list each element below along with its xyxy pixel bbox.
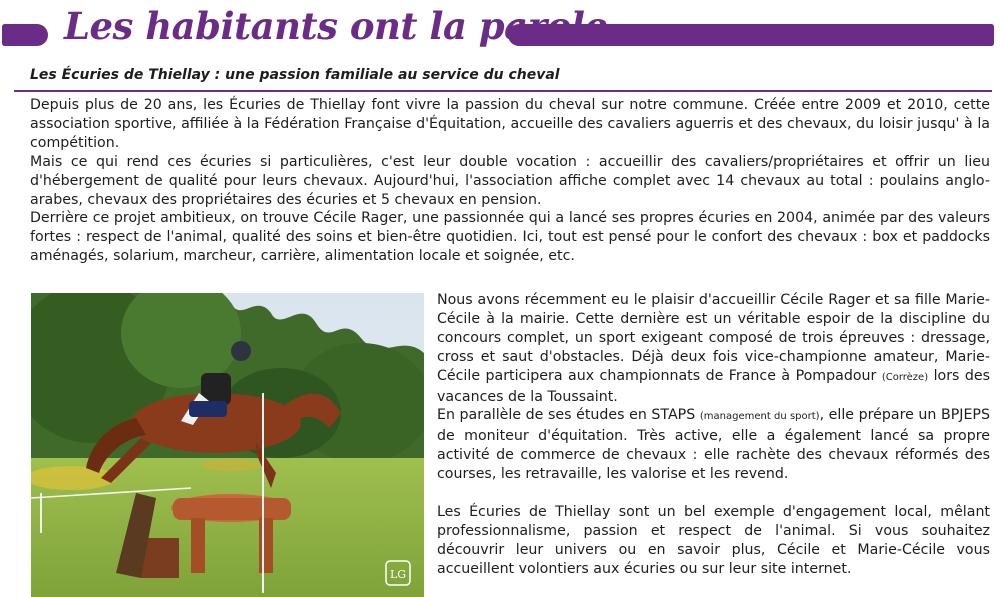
banner-bar-left — [2, 24, 48, 46]
intro-text — [30, 96, 990, 266]
paragraph-history: Depuis plus de 20 ans, les Écuries de Thiellay font vivre la passion du cheval sur notre commune. Créée entre 2009 et 2010, cette association sportive, affiliée à la Fédération Française d'Équitation, accueille des cavaliers aguerris et des chevaux, du loisir jusqu' à la compétition. — [30, 97, 990, 151]
banner — [0, 0, 1000, 62]
paragraph-studies-main: En parallèle de ses études en STAPS — [437, 407, 696, 424]
photo-watermark: LG — [389, 568, 407, 581]
article-subtitle: Les Écuries de Thiellay : une passion familiale au service du cheval — [30, 67, 560, 83]
subtitle-divider — [14, 90, 992, 92]
paragraph-conclusion: Les Écuries de Thiellay sont un bel exemple d'engagement local, mêlant professionnalisme, passion et respect de l'animal. Si vous souhaitez découvrir leur univers ou en savoir plus, Cécile et Marie-Cécile vous accueillent volontiers aux écuries ou sur leur site internet. — [437, 503, 990, 577]
paragraph-visit-note: (Corrèze) — [881, 371, 929, 383]
side-text — [437, 291, 990, 579]
paragraph-founder: Derrière ce projet ambitieux, on trouve Cécile Rager, une passionnée qui a lancé ses propres écuries en 2004, animée par des valeurs fortes : respect de l'animal, qualité des soins et bien-être quotidien. Ici, tout est pensé pour le confort des chevaux : box et paddocks aménagés, solarium, marcheur, carrière, alimentation locale et soignée, etc. — [30, 210, 990, 265]
section-title: Les habitants ont la parole — [64, 4, 608, 48]
paragraph-vocation: Mais ce qui rend ces écuries si particulières, c'est leur double vocation : accueillir des cavaliers/propriétaires et offrir un lieu d'hébergement de qualité pour leurs chevaux. Aujourd'hui, l'association affiche complet avec 14 chevaux au total : poulains anglo-arabes, chevaux des propriétaires des écuries et 5 chevaux en pension. — [30, 153, 990, 208]
paragraph-gap — [437, 484, 990, 503]
paragraph-visit — [437, 291, 990, 406]
paragraph-visit-end: lors des vacances de la Toussaint. — [437, 367, 991, 405]
horse-jumping-photo — [31, 293, 424, 597]
paragraph-studies-end: , elle prépare un BPJEPS de moniteur d'équitation. Très active, elle a également lancé sa propre activité de commerce de chevaux : elle rachète des chevaux réformés des courses, les retravaille, les valorise et les revend. — [437, 407, 990, 483]
paragraph-studies-note: (management du sport) — [699, 411, 820, 423]
paragraph-visit-main: Nous avons récemment eu le plaisir d'accueillir Cécile Rager et sa fille Marie-Cécile à la mairie. Cette dernière est un véritable espoir de la discipline du concours complet, un sport exigeant composé de trois épreuves : dressage, cross et saut d'obstacles. Déjà deux fois vice-championne amateur, Marie-Cécile participera aux championnats de France à Pompadour — [437, 292, 990, 384]
paragraph-studies — [437, 406, 990, 484]
